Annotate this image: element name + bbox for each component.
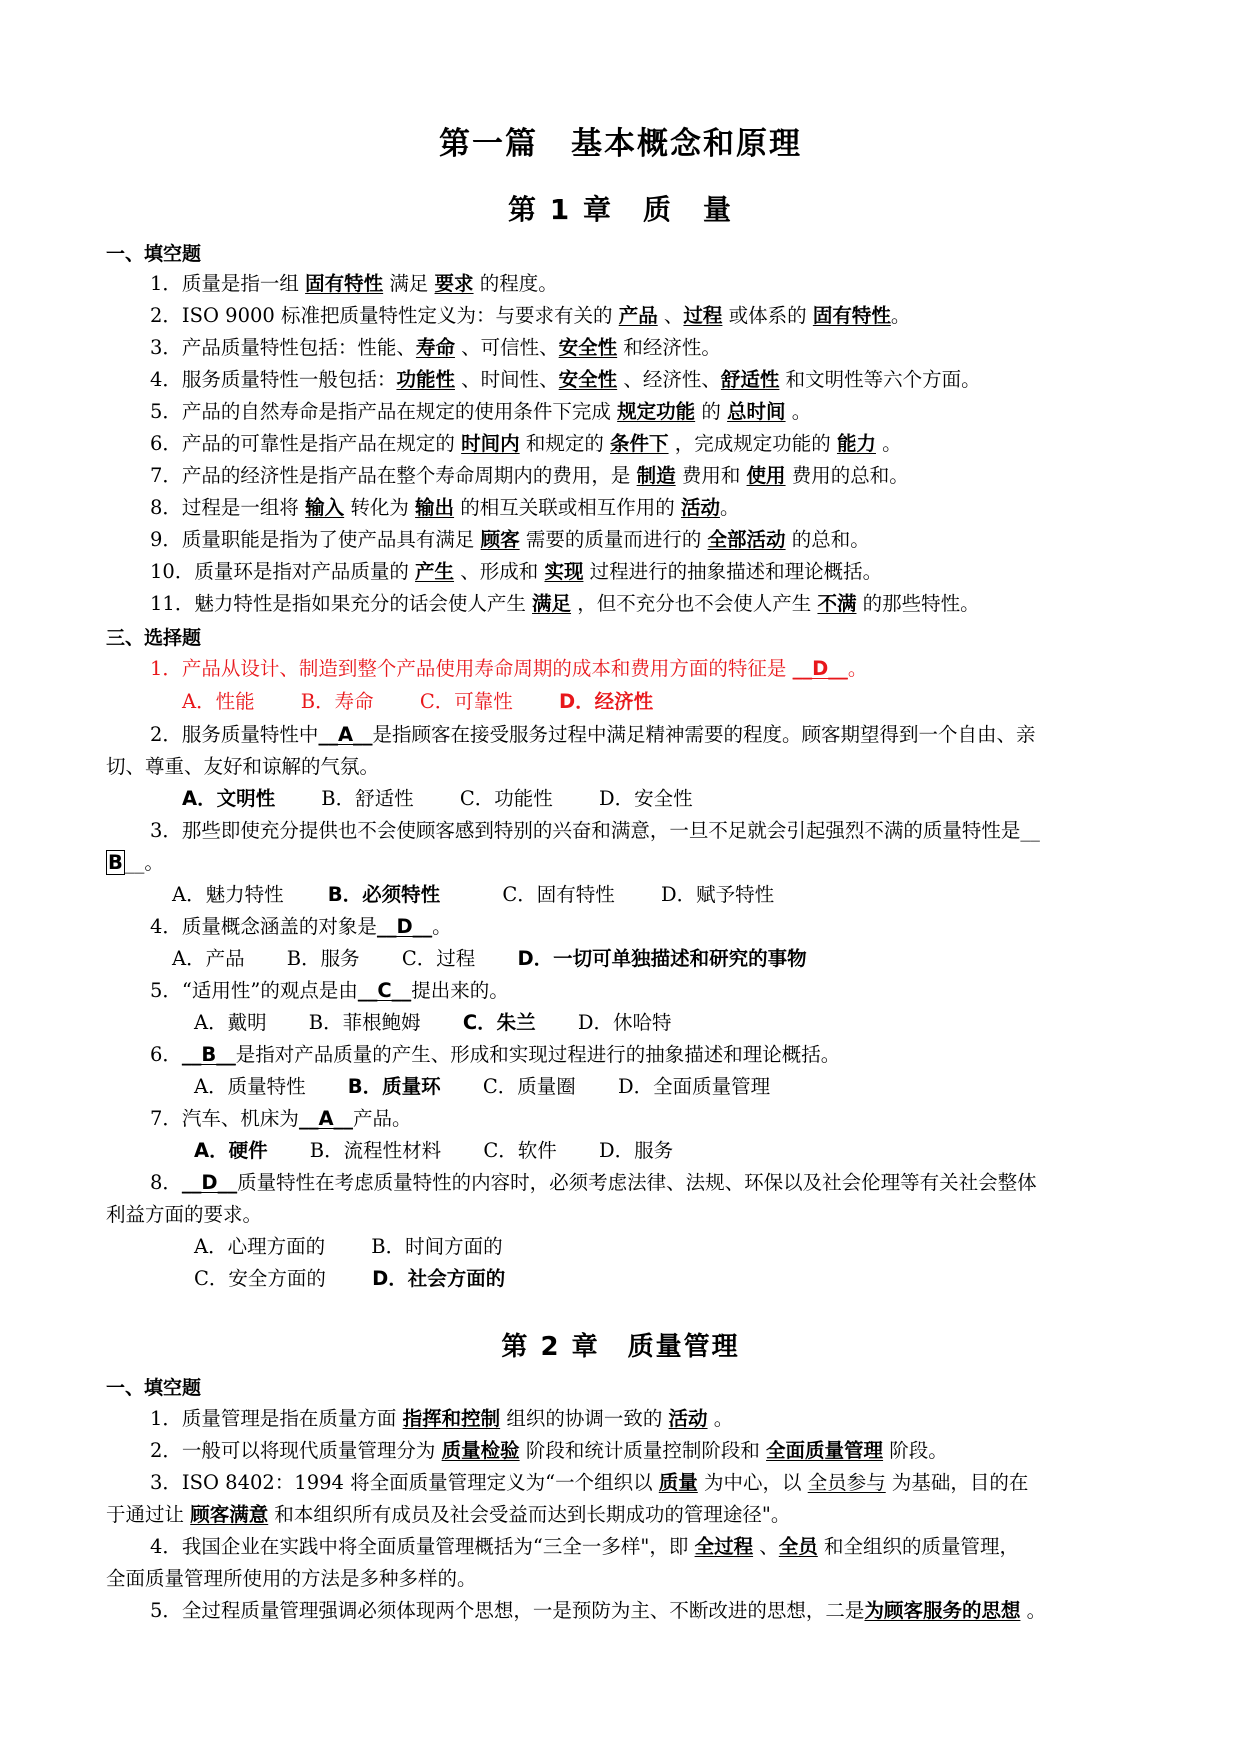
chapter-1-title: 第 1 章 质 量 bbox=[508, 193, 733, 226]
answer: 功能性 bbox=[396, 368, 455, 391]
answer: 过程 bbox=[683, 304, 723, 327]
choice-options-8a bbox=[194, 1231, 1241, 1263]
option: C．过程 bbox=[401, 947, 476, 970]
answer: 指挥和控制 bbox=[402, 1407, 501, 1430]
option-correct: B．必须特性 bbox=[327, 883, 441, 906]
fill-question-2: 2．ISO 9000 标准把质量特性定义为：与要求有关的 产品 、过程 或体系的 固有特性。 bbox=[150, 304, 911, 327]
answer: 条件下 bbox=[610, 432, 669, 455]
fill-question-3: 3．产品质量特性包括：性能、寿命 、可信性、安全性 和经济性。 bbox=[150, 336, 721, 359]
choice-question-8-cont: 利益方面的要求。 bbox=[106, 1203, 263, 1226]
ch2-question-1: 1．质量管理是指在质量方面 指挥和控制 组织的协调一致的 活动 。 bbox=[150, 1407, 734, 1430]
answer: 全面质量管理 bbox=[766, 1439, 884, 1462]
section-heading-fill: 一、填空题 bbox=[106, 243, 202, 265]
answer: 固有特性 bbox=[305, 272, 384, 295]
option: C．软件 bbox=[483, 1139, 557, 1162]
option: D．赋予特性 bbox=[661, 883, 775, 906]
option: B．服务 bbox=[286, 947, 360, 970]
fill-question-5: 5．产品的自然寿命是指产品在规定的使用条件下完成 规定功能 的 总时间 。 bbox=[150, 400, 812, 423]
fill-question-7: 7．产品的经济性是指产品在整个寿命周期内的费用，是 制造 费用和 使用 费用的总和。 bbox=[150, 464, 909, 487]
chapter-2-title: 第 2 章 质量管理 bbox=[501, 1332, 740, 1362]
answer-blank: __B__ bbox=[181, 1043, 236, 1066]
option: B．舒适性 bbox=[321, 787, 414, 810]
answer: 实现 bbox=[544, 560, 584, 583]
answer: 顾客满意 bbox=[190, 1503, 269, 1526]
choice-question-7: 7．汽车、机床为__A__产品。 bbox=[150, 1107, 412, 1130]
answer: 输出 bbox=[415, 496, 455, 519]
option-correct: D．一切可单独描述和研究的事物 bbox=[517, 947, 807, 970]
option: A．性能 bbox=[182, 690, 255, 713]
choice-options-5 bbox=[194, 1007, 1241, 1039]
choice-options-4 bbox=[172, 943, 1241, 975]
answer: 不满 bbox=[817, 592, 857, 615]
answer: 顾客 bbox=[480, 528, 520, 551]
choice-options-8b bbox=[194, 1263, 1241, 1295]
choice-question-1: 1．产品从设计、制造到整个产品使用寿命周期的成本和费用方面的特征是 __D__。 bbox=[150, 657, 868, 680]
ch2-question-3: 3．ISO 8402：1994 将全面质量管理定义为“一个组织以 质量 为中心，以 全员参与 为基础，目的在 bbox=[150, 1471, 1029, 1494]
answer: 输入 bbox=[305, 496, 345, 519]
fill-question-1: 1．质量是指一组 固有特性 满足 要求 的程度。 bbox=[150, 272, 558, 295]
option-correct: A．文明性 bbox=[182, 787, 276, 810]
choice-options-1 bbox=[182, 686, 1241, 718]
section-heading-fill-2: 一、填空题 bbox=[106, 1377, 202, 1399]
fill-question-8: 8．过程是一组将 输入 转化为 输出 的相互关联或相互作用的 活动。 bbox=[150, 496, 740, 519]
answer-blank: __D__ bbox=[376, 915, 433, 938]
option: C．质量圈 bbox=[482, 1075, 576, 1098]
choice-question-4: 4．质量概念涵盖的对象是__D__。 bbox=[150, 915, 452, 938]
answer: 时间内 bbox=[461, 432, 520, 455]
fill-question-9: 9．质量职能是指为了使产品具有满足 顾客 需要的质量而进行的 全部活动 的总和。 bbox=[150, 528, 870, 551]
option: A．产品 bbox=[172, 947, 245, 970]
answer: 全员参与 bbox=[807, 1471, 886, 1494]
option-correct: D．经济性 bbox=[558, 690, 654, 713]
choice-options-3 bbox=[172, 879, 1241, 911]
answer: 质量检验 bbox=[441, 1439, 520, 1462]
option: C．功能性 bbox=[459, 787, 553, 810]
answer-blank: __C__ bbox=[357, 979, 412, 1002]
answer: 固有特性 bbox=[812, 304, 891, 327]
option: D．全面质量管理 bbox=[618, 1075, 771, 1098]
answer: 产生 bbox=[415, 560, 455, 583]
option: C．固有特性 bbox=[502, 883, 615, 906]
answer-blank: __D__ bbox=[181, 1171, 238, 1194]
choice-question-6: 6．__B__是指对产品质量的产生、形成和实现过程进行的抽象描述和理论概括。 bbox=[150, 1043, 841, 1066]
option: B．菲根鲍姆 bbox=[308, 1011, 421, 1034]
option: C．安全方面的 bbox=[194, 1267, 326, 1290]
fill-question-10: 10．质量环是指对产品质量的 产生 、形成和 实现 过程进行的抽象描述和理论概括。 bbox=[150, 560, 883, 583]
choice-question-3-cont: B __。 bbox=[108, 851, 164, 874]
answer-blank: __A__ bbox=[318, 723, 373, 746]
ch2-question-5: 5．全过程质量管理强调必须体现两个思想，一是预防为主、不断改进的思想，二是为顾客服务的思想 。 bbox=[150, 1599, 1047, 1622]
answer: 活动 bbox=[680, 496, 720, 519]
option: B．流程性材料 bbox=[309, 1139, 442, 1162]
answer-blank: __A__ bbox=[298, 1107, 354, 1130]
choice-question-3: 3．那些即使充分提供也不会使顾客感到特别的兴奋和满意，一旦不足就会引起强烈不满的质量特性是__ bbox=[150, 819, 1040, 842]
answer: 全部活动 bbox=[707, 528, 786, 551]
choice-question-2: 2．服务质量特性中__A__是指顾客在接受服务过程中满足精神需要的程度。顾客期望得到一个自由、亲 bbox=[150, 723, 1036, 746]
choice-question-5: 5．“适用性”的观点是由__C__提出来的。 bbox=[150, 979, 509, 1002]
option-correct: D．社会方面的 bbox=[372, 1267, 506, 1290]
choice-question-8: 8．__D__质量特性在考虑质量特性的内容时，必须考虑法律、法规、环保以及社会伦理等有关社会整体 bbox=[150, 1171, 1037, 1194]
fill-question-4: 4．服务质量特性一般包括：功能性 、时间性、安全性 、经济性、舒适性 和文明性等六个方面。 bbox=[150, 368, 981, 391]
answer: 舒适性 bbox=[720, 368, 780, 391]
option: D．安全性 bbox=[598, 787, 693, 810]
fill-question-6: 6．产品的可靠性是指产品在规定的 时间内 和规定的 条件下 ，完成规定功能的 能力 。 bbox=[150, 432, 902, 455]
answer: 安全性 bbox=[558, 336, 618, 359]
part-title: 第一篇 基本概念和原理 bbox=[439, 126, 802, 162]
answer-blank: B bbox=[108, 851, 123, 874]
answer: 产品 bbox=[618, 304, 658, 327]
answer: 规定功能 bbox=[617, 400, 696, 423]
option: D．服务 bbox=[598, 1139, 674, 1162]
answer: 满足 bbox=[532, 592, 572, 615]
ch2-question-3-cont: 于通过让 顾客满意 和本组织所有成员及社会受益而达到长期成功的管理途径"。 bbox=[106, 1503, 791, 1526]
option: B．寿命 bbox=[300, 690, 374, 713]
answer-blank: __D__ bbox=[792, 657, 848, 680]
option: A．心理方面的 bbox=[194, 1235, 326, 1258]
option-correct: A．硬件 bbox=[194, 1139, 268, 1162]
option: A．魅力特性 bbox=[172, 883, 284, 906]
answer: 全员 bbox=[778, 1535, 818, 1558]
choice-options-6 bbox=[194, 1071, 1241, 1103]
answer: 活动 bbox=[668, 1407, 708, 1430]
option: C．可靠性 bbox=[419, 690, 513, 713]
answer: 质量 bbox=[658, 1471, 698, 1494]
answer: 要求 bbox=[434, 272, 474, 295]
answer: 为顾客服务的思想 bbox=[864, 1599, 1021, 1622]
option: B．时间方面的 bbox=[371, 1235, 503, 1258]
answer: 总时间 bbox=[727, 400, 786, 423]
ch2-question-4-cont: 全面质量管理所使用的方法是多种多样的。 bbox=[106, 1567, 477, 1590]
choice-options-7 bbox=[194, 1135, 1241, 1167]
choice-options-2 bbox=[182, 783, 1241, 815]
option-correct: B．质量环 bbox=[347, 1075, 441, 1098]
ch2-question-2: 2．一般可以将现代质量管理分为 质量检验 阶段和统计质量控制阶段和 全面质量管理 阶段。 bbox=[150, 1439, 948, 1462]
answer: 寿命 bbox=[415, 336, 455, 359]
section-heading-choice: 三、选择题 bbox=[106, 627, 202, 649]
fill-question-11: 11．魅力特性是指如果充分的话会使人产生 满足 ，但不充分也不会使人产生 不满 的那些特性。 bbox=[150, 592, 980, 615]
option: A．质量特性 bbox=[194, 1075, 306, 1098]
answer: 使用 bbox=[746, 464, 786, 487]
answer: 制造 bbox=[636, 464, 676, 487]
option: D．休哈特 bbox=[577, 1011, 672, 1034]
answer: 能力 bbox=[836, 432, 876, 455]
answer: 安全性 bbox=[558, 368, 618, 391]
answer: 全过程 bbox=[694, 1535, 754, 1558]
option: A．戴明 bbox=[194, 1011, 267, 1034]
ch2-question-4: 4．我国企业在实践中将全面质量管理概括为“三全一多样"，即 全过程 、全员 和全组织的质量管理， bbox=[150, 1535, 1019, 1558]
option-correct: C．朱兰 bbox=[462, 1011, 536, 1034]
choice-question-2-cont: 切、尊重、友好和谅解的气氛。 bbox=[106, 755, 380, 778]
